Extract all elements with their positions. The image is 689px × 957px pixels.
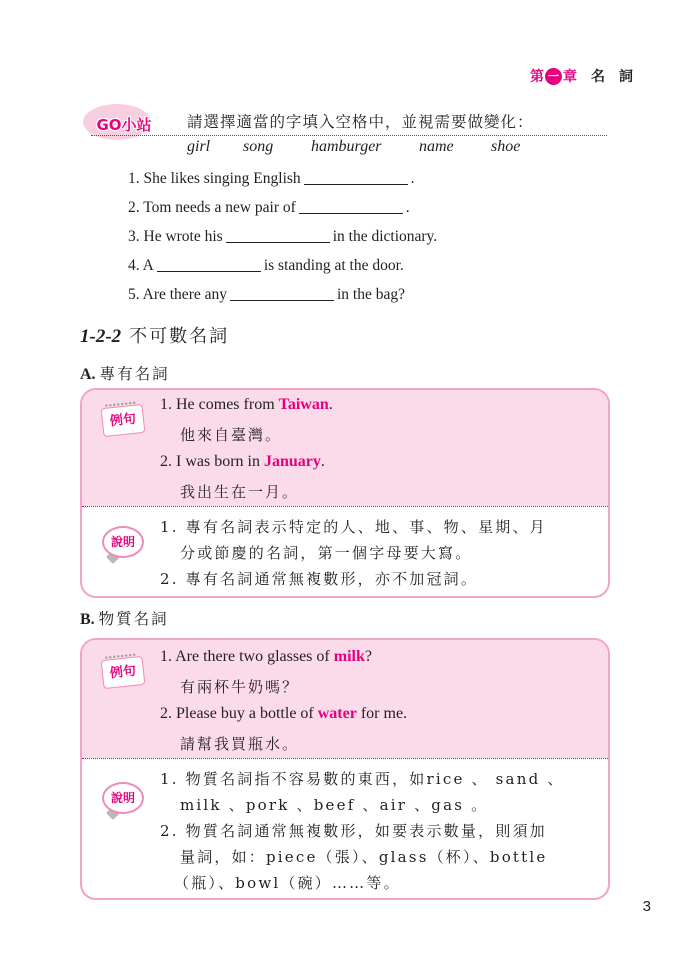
example-tag: 例句	[101, 656, 146, 689]
subsection-letter: B.	[80, 611, 95, 628]
note-tag	[102, 526, 142, 560]
word-bank-item: shoe	[491, 138, 521, 155]
note-text: 2. 物質名詞通常無複數形，如要表示數量，則須加	[160, 822, 547, 840]
exercise-text: in the dictionary.	[332, 228, 438, 245]
word-bank-item: girl	[187, 138, 211, 155]
example-text: 1. Are there two glasses of	[160, 648, 334, 665]
subsection-title-a	[80, 362, 170, 384]
example-sentence	[160, 396, 333, 414]
note-label: 說明	[102, 526, 144, 558]
exercise-text: 5. Are there any	[128, 286, 227, 303]
exercise-text: .	[410, 170, 415, 187]
box-material-nouns	[80, 638, 610, 900]
example-text: 1. He comes from	[160, 396, 279, 413]
note-text: milk 、pork 、beef 、air 、gas 。	[180, 796, 489, 814]
exercise-item-3	[128, 228, 437, 246]
note-tag	[102, 782, 142, 816]
box-divider	[82, 506, 608, 507]
example-text: .	[328, 396, 333, 413]
subsection-name: 專有名詞	[99, 365, 170, 383]
answer-blank[interactable]	[226, 241, 330, 243]
example-tag: 例句	[101, 404, 146, 437]
exercise-text: 3. He wrote his	[128, 228, 223, 245]
example-sentence	[160, 648, 372, 666]
word-bank-item: song	[243, 138, 274, 155]
note-text: 1. 物質名詞指不容易數的東西，如rice 、 sand 、	[160, 770, 565, 788]
exercise-text: in the bag?	[337, 286, 406, 303]
example-text: 2. Please buy a bottle of	[160, 705, 318, 722]
answer-blank[interactable]	[157, 270, 261, 272]
note-text: （瓶）、bowl（碗）……等。	[174, 874, 401, 892]
example-translation: 請幫我買瓶水。	[180, 735, 300, 753]
example-text: for me.	[356, 705, 408, 722]
example-sentence	[160, 453, 325, 471]
chapter-header	[530, 66, 647, 86]
word-bank-item: name	[419, 138, 454, 155]
example-sentence	[160, 705, 407, 723]
subsection-letter: A.	[80, 366, 96, 383]
exercise-item-5	[128, 286, 405, 304]
note-text: 分或節慶的名詞，第一個字母要大寫。	[180, 544, 473, 562]
example-text: 2. I was born in	[160, 453, 264, 470]
example-translation: 我出生在一月。	[180, 483, 300, 501]
section-number: 1-2-2	[80, 326, 122, 347]
word-bank	[187, 138, 520, 156]
box-proper-nouns	[80, 388, 610, 598]
exercise-text: 4. A	[128, 257, 154, 274]
exercise-text: is standing at the door.	[263, 257, 404, 274]
example-text: .	[320, 453, 325, 470]
chapter-title: 名詞	[591, 69, 647, 85]
subsection-title-b	[80, 607, 169, 629]
exercise-text: 2. Tom needs a new pair of	[128, 199, 296, 216]
page-number: 3	[642, 898, 651, 915]
exercise-item-2	[128, 199, 410, 217]
subsection-name: 物質名詞	[98, 610, 169, 628]
section-title	[80, 322, 229, 348]
exercise-item-4	[128, 257, 404, 275]
exercise-text: 1. She likes singing English	[128, 170, 301, 187]
chapter-number: 一	[545, 68, 562, 85]
note-text: 1. 專有名詞表示特定的人、地、事、物、星期、月	[160, 518, 547, 536]
answer-blank[interactable]	[230, 299, 334, 301]
example-text: ?	[364, 648, 372, 665]
exercise-text: .	[405, 199, 410, 216]
note-text: 量詞，如：piece（張）、glass（杯）、bottle	[180, 848, 548, 866]
section-name: 不可數名詞	[129, 326, 230, 347]
answer-blank[interactable]	[299, 212, 403, 214]
chapter-suffix: 章	[563, 69, 577, 85]
note-label: 說明	[102, 782, 144, 814]
example-keyword: January	[263, 453, 321, 470]
exercise-item-1	[128, 170, 415, 188]
note-text: 2. 專有名詞通常無複數形，亦不加冠詞。	[160, 570, 479, 588]
go-tip-label: GO小站	[96, 115, 152, 134]
box-divider	[82, 758, 608, 759]
example-keyword: milk	[333, 648, 365, 665]
example-translation: 有兩杯牛奶嗎？	[180, 678, 300, 696]
dotted-divider	[91, 135, 607, 136]
answer-blank[interactable]	[304, 183, 408, 185]
example-keyword: water	[317, 705, 357, 722]
chapter-prefix: 第	[530, 69, 544, 85]
exercise-instruction: 請選擇適當的字填入空格中，並視需要做變化：	[187, 113, 534, 131]
word-bank-item: hamburger	[311, 138, 382, 155]
example-translation: 他來自臺灣。	[180, 426, 283, 444]
example-keyword: Taiwan	[278, 396, 329, 413]
go-tip-badge	[89, 110, 159, 138]
